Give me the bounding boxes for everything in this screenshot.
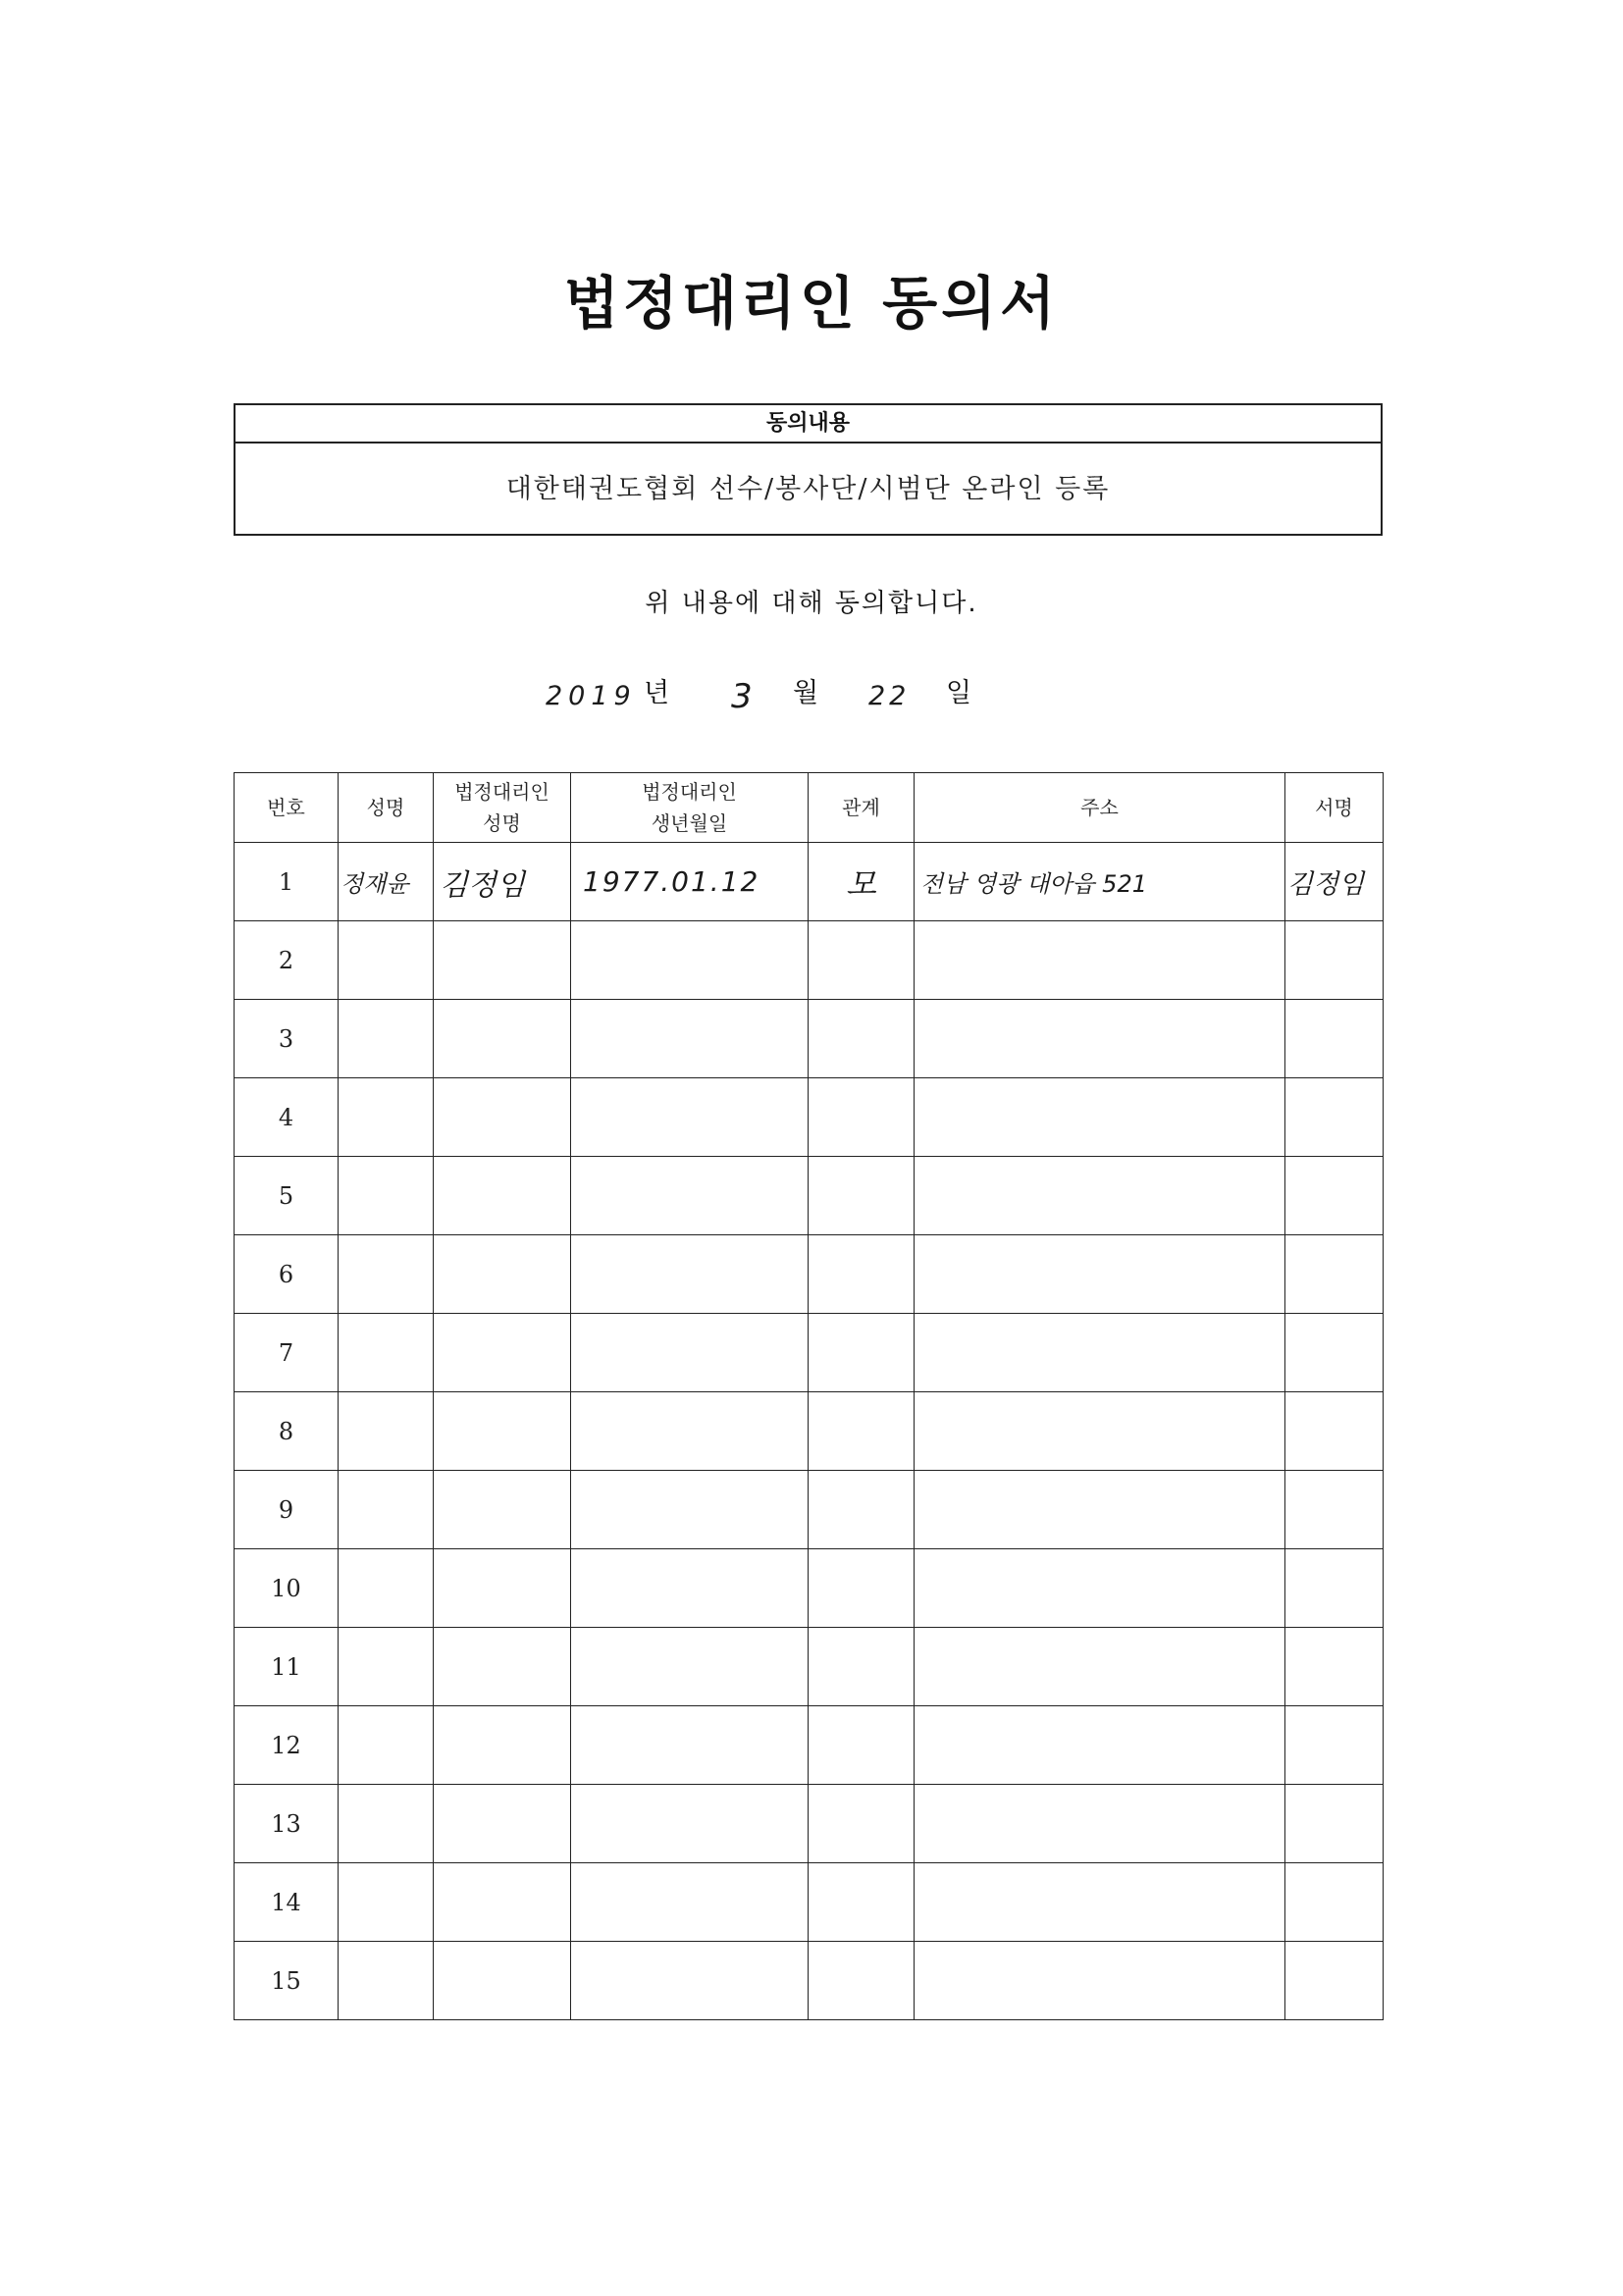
cell-guardian-name bbox=[434, 1392, 571, 1471]
cell-guardian-birth bbox=[571, 1706, 809, 1785]
cell-address bbox=[915, 1314, 1285, 1392]
table-row bbox=[235, 1000, 1384, 1078]
table-row bbox=[235, 1549, 1384, 1628]
cell-name bbox=[339, 921, 434, 1000]
cell-relation bbox=[809, 1863, 915, 1942]
cell-guardian-name bbox=[434, 1785, 571, 1863]
cell-address bbox=[915, 1235, 1285, 1314]
cell-relation: 모 bbox=[809, 843, 915, 921]
cell-guardian-name bbox=[434, 1549, 571, 1628]
date-year-value: 2019 bbox=[546, 681, 637, 711]
cell-guardian-birth bbox=[571, 1314, 809, 1392]
cell-relation bbox=[809, 1235, 915, 1314]
cell-signature bbox=[1285, 1471, 1384, 1549]
cell-name bbox=[339, 1471, 434, 1549]
cell-address bbox=[915, 1157, 1285, 1235]
table-row bbox=[235, 1471, 1384, 1549]
cell-signature: 김정임 bbox=[1285, 843, 1384, 921]
cell-relation bbox=[809, 1706, 915, 1785]
cell-name bbox=[339, 1628, 434, 1706]
cell-name: 정재윤 bbox=[339, 843, 434, 921]
consent-header: 동의내용 bbox=[236, 405, 1381, 444]
cell-relation bbox=[809, 1078, 915, 1157]
table-row bbox=[235, 1785, 1384, 1863]
cell-guardian-name bbox=[434, 921, 571, 1000]
guardian-roster-table bbox=[234, 772, 1384, 2020]
header-guardian-birth bbox=[571, 773, 809, 843]
cell-signature bbox=[1285, 1942, 1384, 2020]
cell-no: 7 bbox=[235, 1314, 339, 1392]
cell-no: 9 bbox=[235, 1471, 339, 1549]
cell-no: 6 bbox=[235, 1235, 339, 1314]
cell-guardian-birth: 1977.01.12 bbox=[571, 843, 809, 921]
cell-relation bbox=[809, 921, 915, 1000]
cell-address: 전남 영광 대아읍 521 bbox=[915, 843, 1285, 921]
cell-name bbox=[339, 1157, 434, 1235]
header-no: 번호 bbox=[235, 773, 339, 843]
table-row bbox=[235, 1392, 1384, 1471]
cell-no: 12 bbox=[235, 1706, 339, 1785]
cell-signature bbox=[1285, 1549, 1384, 1628]
cell-guardian-birth bbox=[571, 921, 809, 1000]
cell-no: 14 bbox=[235, 1863, 339, 1942]
date-day-value: 22 bbox=[868, 681, 911, 711]
cell-name bbox=[339, 1392, 434, 1471]
cell-name bbox=[339, 1078, 434, 1157]
cell-guardian-birth bbox=[571, 1942, 809, 2020]
cell-guardian-birth bbox=[571, 1863, 809, 1942]
cell-no: 10 bbox=[235, 1549, 339, 1628]
date-day-label: 일 bbox=[946, 678, 972, 708]
cell-no: 8 bbox=[235, 1392, 339, 1471]
header-signature: 서명 bbox=[1285, 773, 1384, 843]
cell-signature bbox=[1285, 1078, 1384, 1157]
cell-relation bbox=[809, 1785, 915, 1863]
cell-address bbox=[915, 1628, 1285, 1706]
date-year-label: 년 bbox=[644, 678, 670, 708]
cell-guardian-birth bbox=[571, 1628, 809, 1706]
cell-signature bbox=[1285, 1314, 1384, 1392]
cell-address bbox=[915, 1863, 1285, 1942]
cell-guardian-birth bbox=[571, 1785, 809, 1863]
cell-guardian-birth bbox=[571, 1000, 809, 1078]
cell-name bbox=[339, 1942, 434, 2020]
cell-guardian-birth bbox=[571, 1235, 809, 1314]
table-row bbox=[235, 1235, 1384, 1314]
cell-guardian-name: 김정임 bbox=[434, 843, 571, 921]
cell-name bbox=[339, 1314, 434, 1392]
cell-no: 3 bbox=[235, 1000, 339, 1078]
consent-box bbox=[234, 403, 1383, 536]
header-guardian-name-line2: 성명 bbox=[483, 811, 521, 835]
cell-name bbox=[339, 1706, 434, 1785]
cell-relation bbox=[809, 1314, 915, 1392]
cell-guardian-name bbox=[434, 1628, 571, 1706]
cell-guardian-birth bbox=[571, 1392, 809, 1471]
cell-signature bbox=[1285, 1863, 1384, 1942]
cell-address bbox=[915, 1706, 1285, 1785]
cell-signature bbox=[1285, 1235, 1384, 1314]
cell-guardian-birth bbox=[571, 1157, 809, 1235]
date-month-value: 3 bbox=[731, 677, 753, 716]
cell-relation bbox=[809, 1471, 915, 1549]
cell-relation bbox=[809, 1000, 915, 1078]
cell-no: 4 bbox=[235, 1078, 339, 1157]
cell-address bbox=[915, 1392, 1285, 1471]
cell-signature bbox=[1285, 1000, 1384, 1078]
cell-signature bbox=[1285, 921, 1384, 1000]
cell-relation bbox=[809, 1549, 915, 1628]
cell-signature bbox=[1285, 1706, 1384, 1785]
document-title: 법정대리인 동의서 bbox=[563, 270, 1060, 337]
cell-guardian-name bbox=[434, 1471, 571, 1549]
header-relation: 관계 bbox=[809, 773, 915, 843]
cell-name bbox=[339, 1549, 434, 1628]
consent-content: 대한태권도협회 선수/봉사단/시범단 온라인 등록 bbox=[505, 474, 1111, 504]
cell-no: 13 bbox=[235, 1785, 339, 1863]
header-guardian-name bbox=[434, 773, 571, 843]
cell-guardian-name bbox=[434, 1706, 571, 1785]
cell-relation bbox=[809, 1157, 915, 1235]
cell-guardian-name bbox=[434, 1000, 571, 1078]
cell-no: 11 bbox=[235, 1628, 339, 1706]
cell-guardian-name bbox=[434, 1157, 571, 1235]
table-row bbox=[235, 1942, 1384, 2020]
cell-guardian-name bbox=[434, 1863, 571, 1942]
cell-signature bbox=[1285, 1392, 1384, 1471]
cell-address bbox=[915, 921, 1285, 1000]
agreement-statement: 위 내용에 대해 동의합니다. bbox=[645, 589, 978, 618]
table-row bbox=[235, 1078, 1384, 1157]
header-guardian-birth-line1: 법정대리인 bbox=[642, 780, 737, 804]
cell-guardian-name bbox=[434, 1235, 571, 1314]
table-row bbox=[235, 1863, 1384, 1942]
date-month-label: 월 bbox=[793, 678, 819, 708]
cell-name bbox=[339, 1235, 434, 1314]
table-row bbox=[235, 1314, 1384, 1392]
cell-guardian-birth bbox=[571, 1549, 809, 1628]
table-row bbox=[235, 1628, 1384, 1706]
table-row bbox=[235, 921, 1384, 1000]
table-row bbox=[235, 1157, 1384, 1235]
cell-address bbox=[915, 1942, 1285, 2020]
cell-signature bbox=[1285, 1785, 1384, 1863]
cell-guardian-birth bbox=[571, 1471, 809, 1549]
cell-guardian-birth bbox=[571, 1078, 809, 1157]
table-header-row bbox=[235, 773, 1384, 843]
cell-name bbox=[339, 1000, 434, 1078]
header-guardian-birth-line2: 생년월일 bbox=[651, 811, 728, 835]
cell-address bbox=[915, 1000, 1285, 1078]
cell-address bbox=[915, 1549, 1285, 1628]
cell-relation bbox=[809, 1942, 915, 2020]
header-address: 주소 bbox=[915, 773, 1285, 843]
cell-no: 2 bbox=[235, 921, 339, 1000]
cell-no: 15 bbox=[235, 1942, 339, 2020]
cell-signature bbox=[1285, 1157, 1384, 1235]
cell-no: 1 bbox=[235, 843, 339, 921]
cell-relation bbox=[809, 1628, 915, 1706]
cell-signature bbox=[1285, 1628, 1384, 1706]
cell-address bbox=[915, 1471, 1285, 1549]
header-name: 성명 bbox=[339, 773, 434, 843]
cell-name bbox=[339, 1785, 434, 1863]
cell-address bbox=[915, 1785, 1285, 1863]
cell-guardian-name bbox=[434, 1942, 571, 2020]
cell-name bbox=[339, 1863, 434, 1942]
cell-relation bbox=[809, 1392, 915, 1471]
cell-no: 5 bbox=[235, 1157, 339, 1235]
table-row bbox=[235, 1706, 1384, 1785]
header-guardian-name-line1: 법정대리인 bbox=[454, 780, 550, 804]
table-row bbox=[235, 843, 1384, 921]
cell-address bbox=[915, 1078, 1285, 1157]
cell-guardian-name bbox=[434, 1314, 571, 1392]
cell-guardian-name bbox=[434, 1078, 571, 1157]
